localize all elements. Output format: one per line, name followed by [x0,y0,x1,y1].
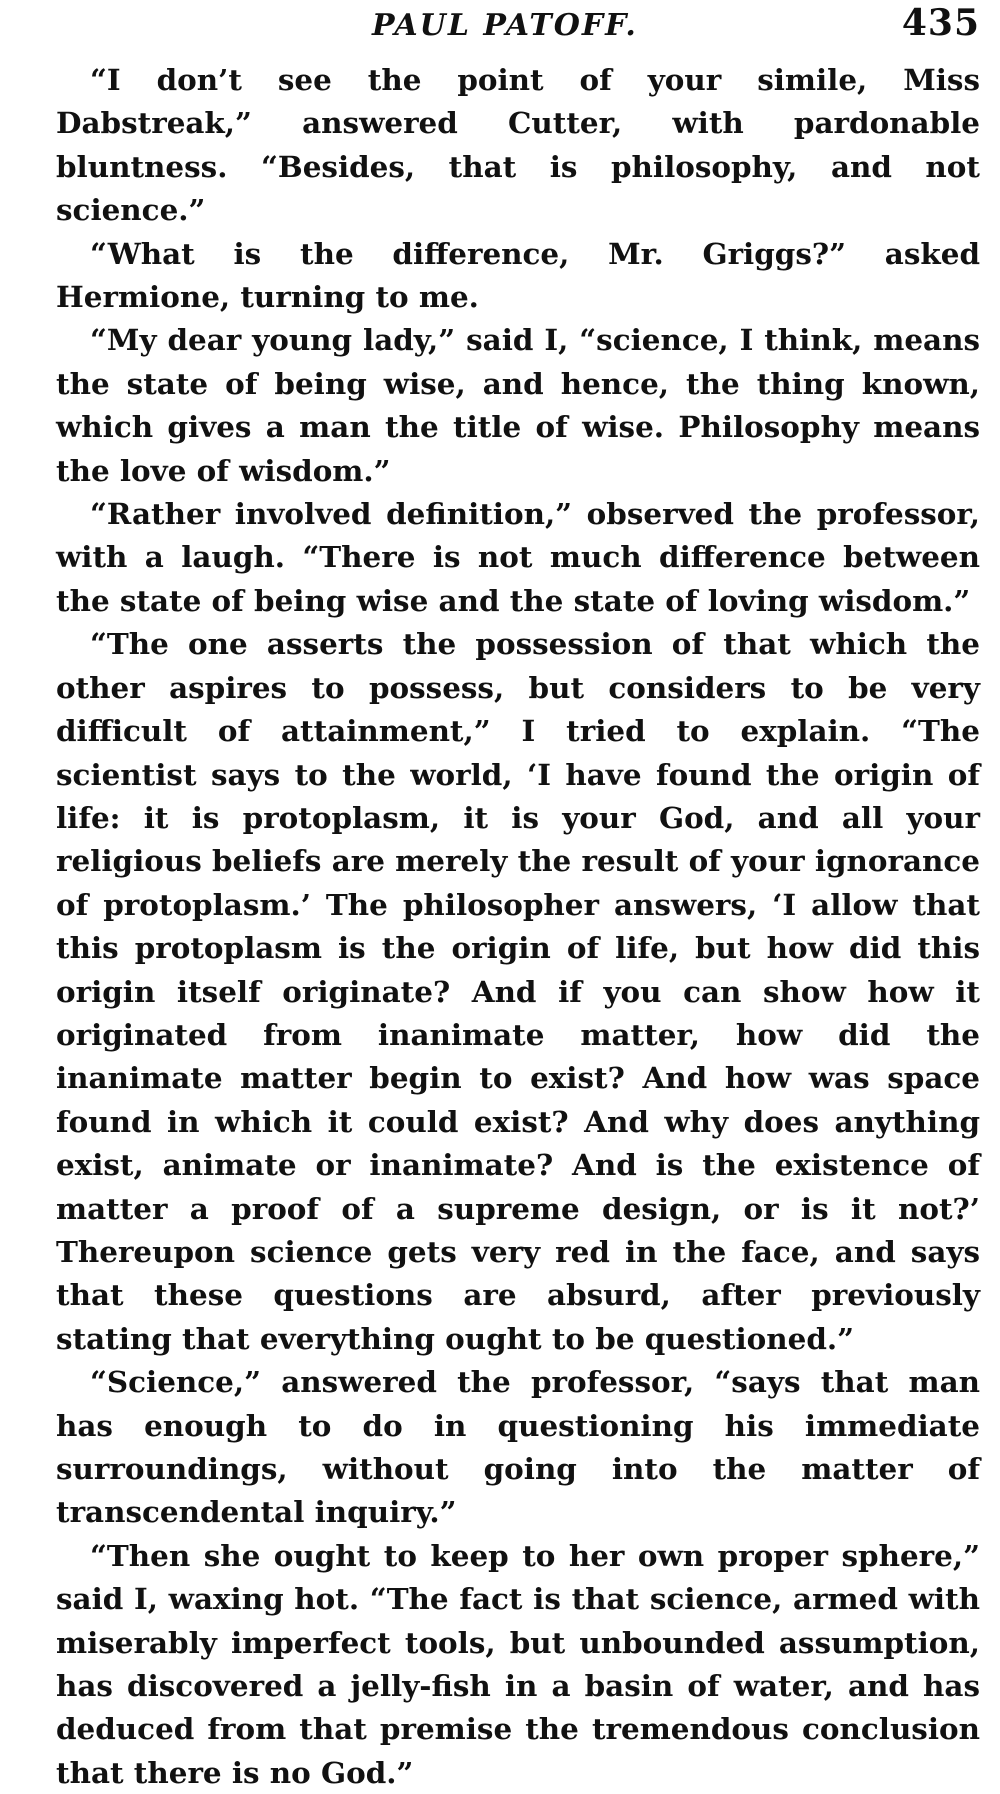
book-page [56,0,980,1794]
paragraph-1: “I don’t see the point of your simile, Miss Dabstreak,” answered Cutter, with pardonable bluntness. “Besides, that is philosophy, and not science.” [56,62,980,228]
running-head [56,0,980,58]
running-title: PAUL PATOFF. [372,8,638,43]
body-text [56,58,980,1794]
paragraph-6: “Science,” answered the professor, “says that man has enough to do in questioning his immediate surroundings, without going into the matter of transcendental inquiry.” [56,1364,980,1530]
paragraph-3: “My dear young lady,” said I, “science, I think, means the state of being wise, and hence, the thing known, which gives a man the title of wise. Philosophy means the love of wisdom.” [56,322,980,488]
paragraph-7: “Then she ought to keep to her own proper sphere,” said I, waxing hot. “The fact is that science, armed with miserably imperfect tools, but unbounded assumption, has discovered a jelly-fish in a basin of water, and has deduced from that premise the tremendous conclusion that there is no God.” [56,1537,980,1790]
paragraph-2: “What is the difference, Mr. Griggs?” asked Hermione, turning to me. [56,235,980,315]
paragraph-5: “The one asserts the possession of that which the other aspires to possess, but considers to be very difficult of attainment,” I tried to explain. “The scientist says to the world, ‘I have found the origin of life: it is protoplasm, it is your God, and all your religious beliefs are merely the result of your ignorance of protoplasm.’ The philosopher answers, ‘I allow that this protoplasm is the origin of life, but how did this origin itself originate? And if you can show how it originated from inanimate matter, how did the inanimate matter begin to exist? And how was space found in which it could exist? And why does anything exist, animate or inanimate? And is the existence of matter a proof of a supreme design, or is it not?’ Thereupon science gets very red in the face, and says that these questions are absurd, after previously stating that everything ought to be questioned.” [56,626,980,1356]
paragraph-4: “Rather involved definition,” observed the professor, with a laugh. “There is not much difference between the state of being wise and the state of loving wisdom.” [56,496,980,618]
page-number: 435 [901,2,980,44]
